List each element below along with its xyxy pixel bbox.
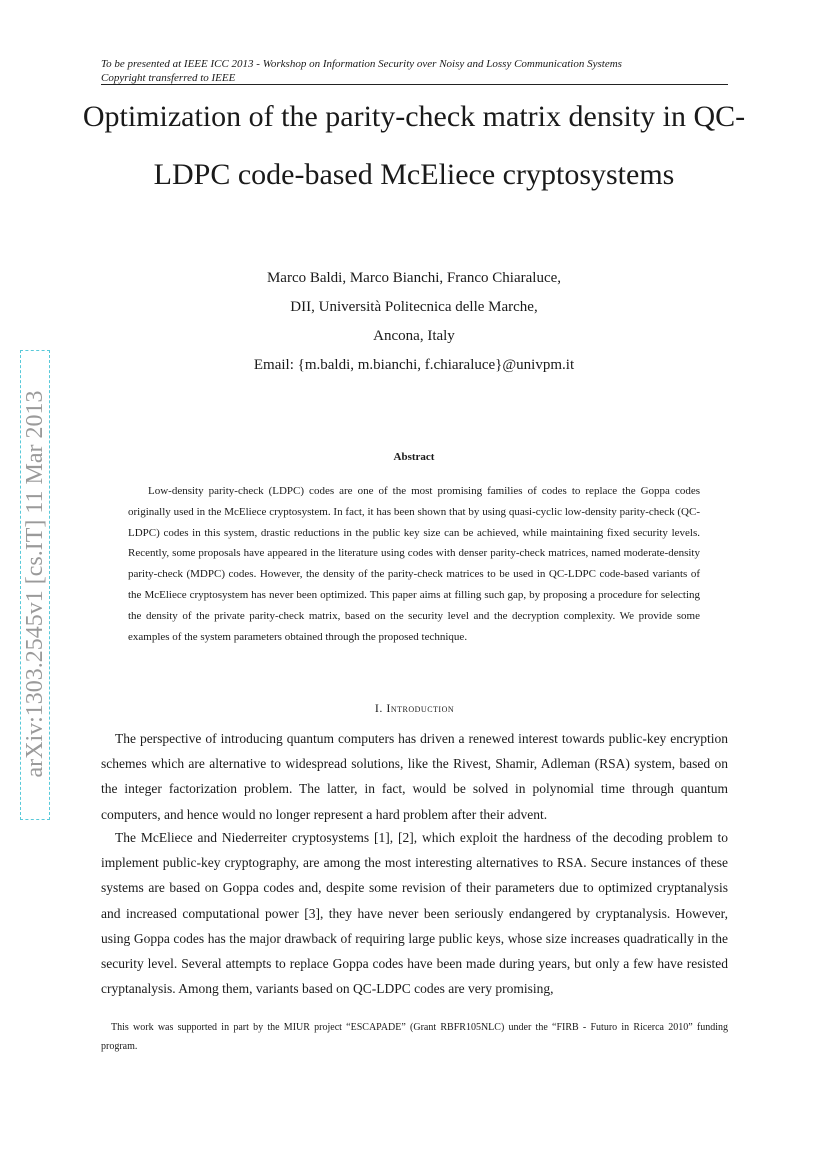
author-affiliation: DII, Università Politecnica delle Marche,	[290, 299, 538, 315]
abstract-heading: Abstract	[393, 451, 435, 463]
conference-note-line1: To be presented at IEEE ICC 2013 - Workshop on Information Security over Noisy and Lossy Communication Systems	[101, 58, 622, 70]
section-title: Introduction	[386, 701, 455, 715]
header-rule	[101, 84, 728, 85]
body-paragraph-2: The McEliece and Niederreiter cryptosystems [1], [2], which exploit the hardness of the decoding problem to implement public-key cryptography, are among the most interesting alternatives to RSA. Secure instances of these systems are based on Goppa codes and, despite some revision of their parameters due to optimized cryptanalysis and increased computational power [3], they have never been seriously endangered by cryptanalysis. However, using Goppa codes has the major drawback of requiring large public keys, whose size increases quadratically in the security level. Several attempts to replace Goppa codes have been made during years, but only a few have resisted cryptanalysis. Among them, variants based on QC-LDPC codes are very promising,	[101, 830, 728, 997]
author-location: Ancona, Italy	[373, 328, 455, 344]
section-heading	[101, 701, 728, 716]
copyright-note: Copyright transferred to IEEE	[101, 72, 236, 84]
arxiv-identifier: arXiv:1303.2545v1 [cs.IT] 11 Mar 2013	[22, 390, 48, 778]
author-email: Email: {m.baldi, m.bianchi, f.chiaraluce}@univpm.it	[253, 357, 575, 373]
section-number: I.	[374, 701, 383, 715]
arxiv-stamp	[20, 350, 50, 820]
abstract-text: Low-density parity-check (LDPC) codes are one of the most promising families of codes to replace the Goppa codes originally used in the McEliece cryptosystem. In fact, it has been shown that by using quasi-cyclic low-density parity-check (QC-LDPC) codes in this system, drastic reductions in the public key size can be achieved, while maintaining fixed security levels. Recently, some proposals have appeared in the literature using codes with denser parity-check matrices, named moderate-density parity-check (MDPC) codes. However, the density of the parity-check matrices to be used in QC-LDPC code-based variants of the McEliece cryptosystem has never been optimized. This paper aims at filling such gap, by proposing a procedure for selecting the density of the private parity-check matrix, based on the security level and the decryption complexity. We provide some examples of the system parameters obtained through the proposed technique.	[128, 485, 700, 643]
conference-note	[101, 57, 728, 85]
body-paragraph-1: The perspective of introducing quantum computers has driven a renewed interest towards public-key encryption schemes which are alternative to widespread solutions, like the Rivest, Shamir, Adleman (RSA) system, based on the integer factorization problem. The latter, in fact, would be solved in polynomial time through quantum computers, and hence would no longer represent a hard problem after their advent.	[101, 731, 728, 822]
paper-title: Optimization of the parity-check matrix density in QC-LDPC code-based McEliece cryptosystems	[82, 100, 746, 191]
funding-footnote: This work was supported in part by the MIUR project “ESCAPADE” (Grant RBFR105NLC) under the “FIRB - Futuro in Ricerca 2010” funding program.	[101, 1022, 728, 1052]
author-block	[80, 264, 748, 380]
author-names: Marco Baldi, Marco Bianchi, Franco Chiaraluce,	[266, 270, 562, 286]
